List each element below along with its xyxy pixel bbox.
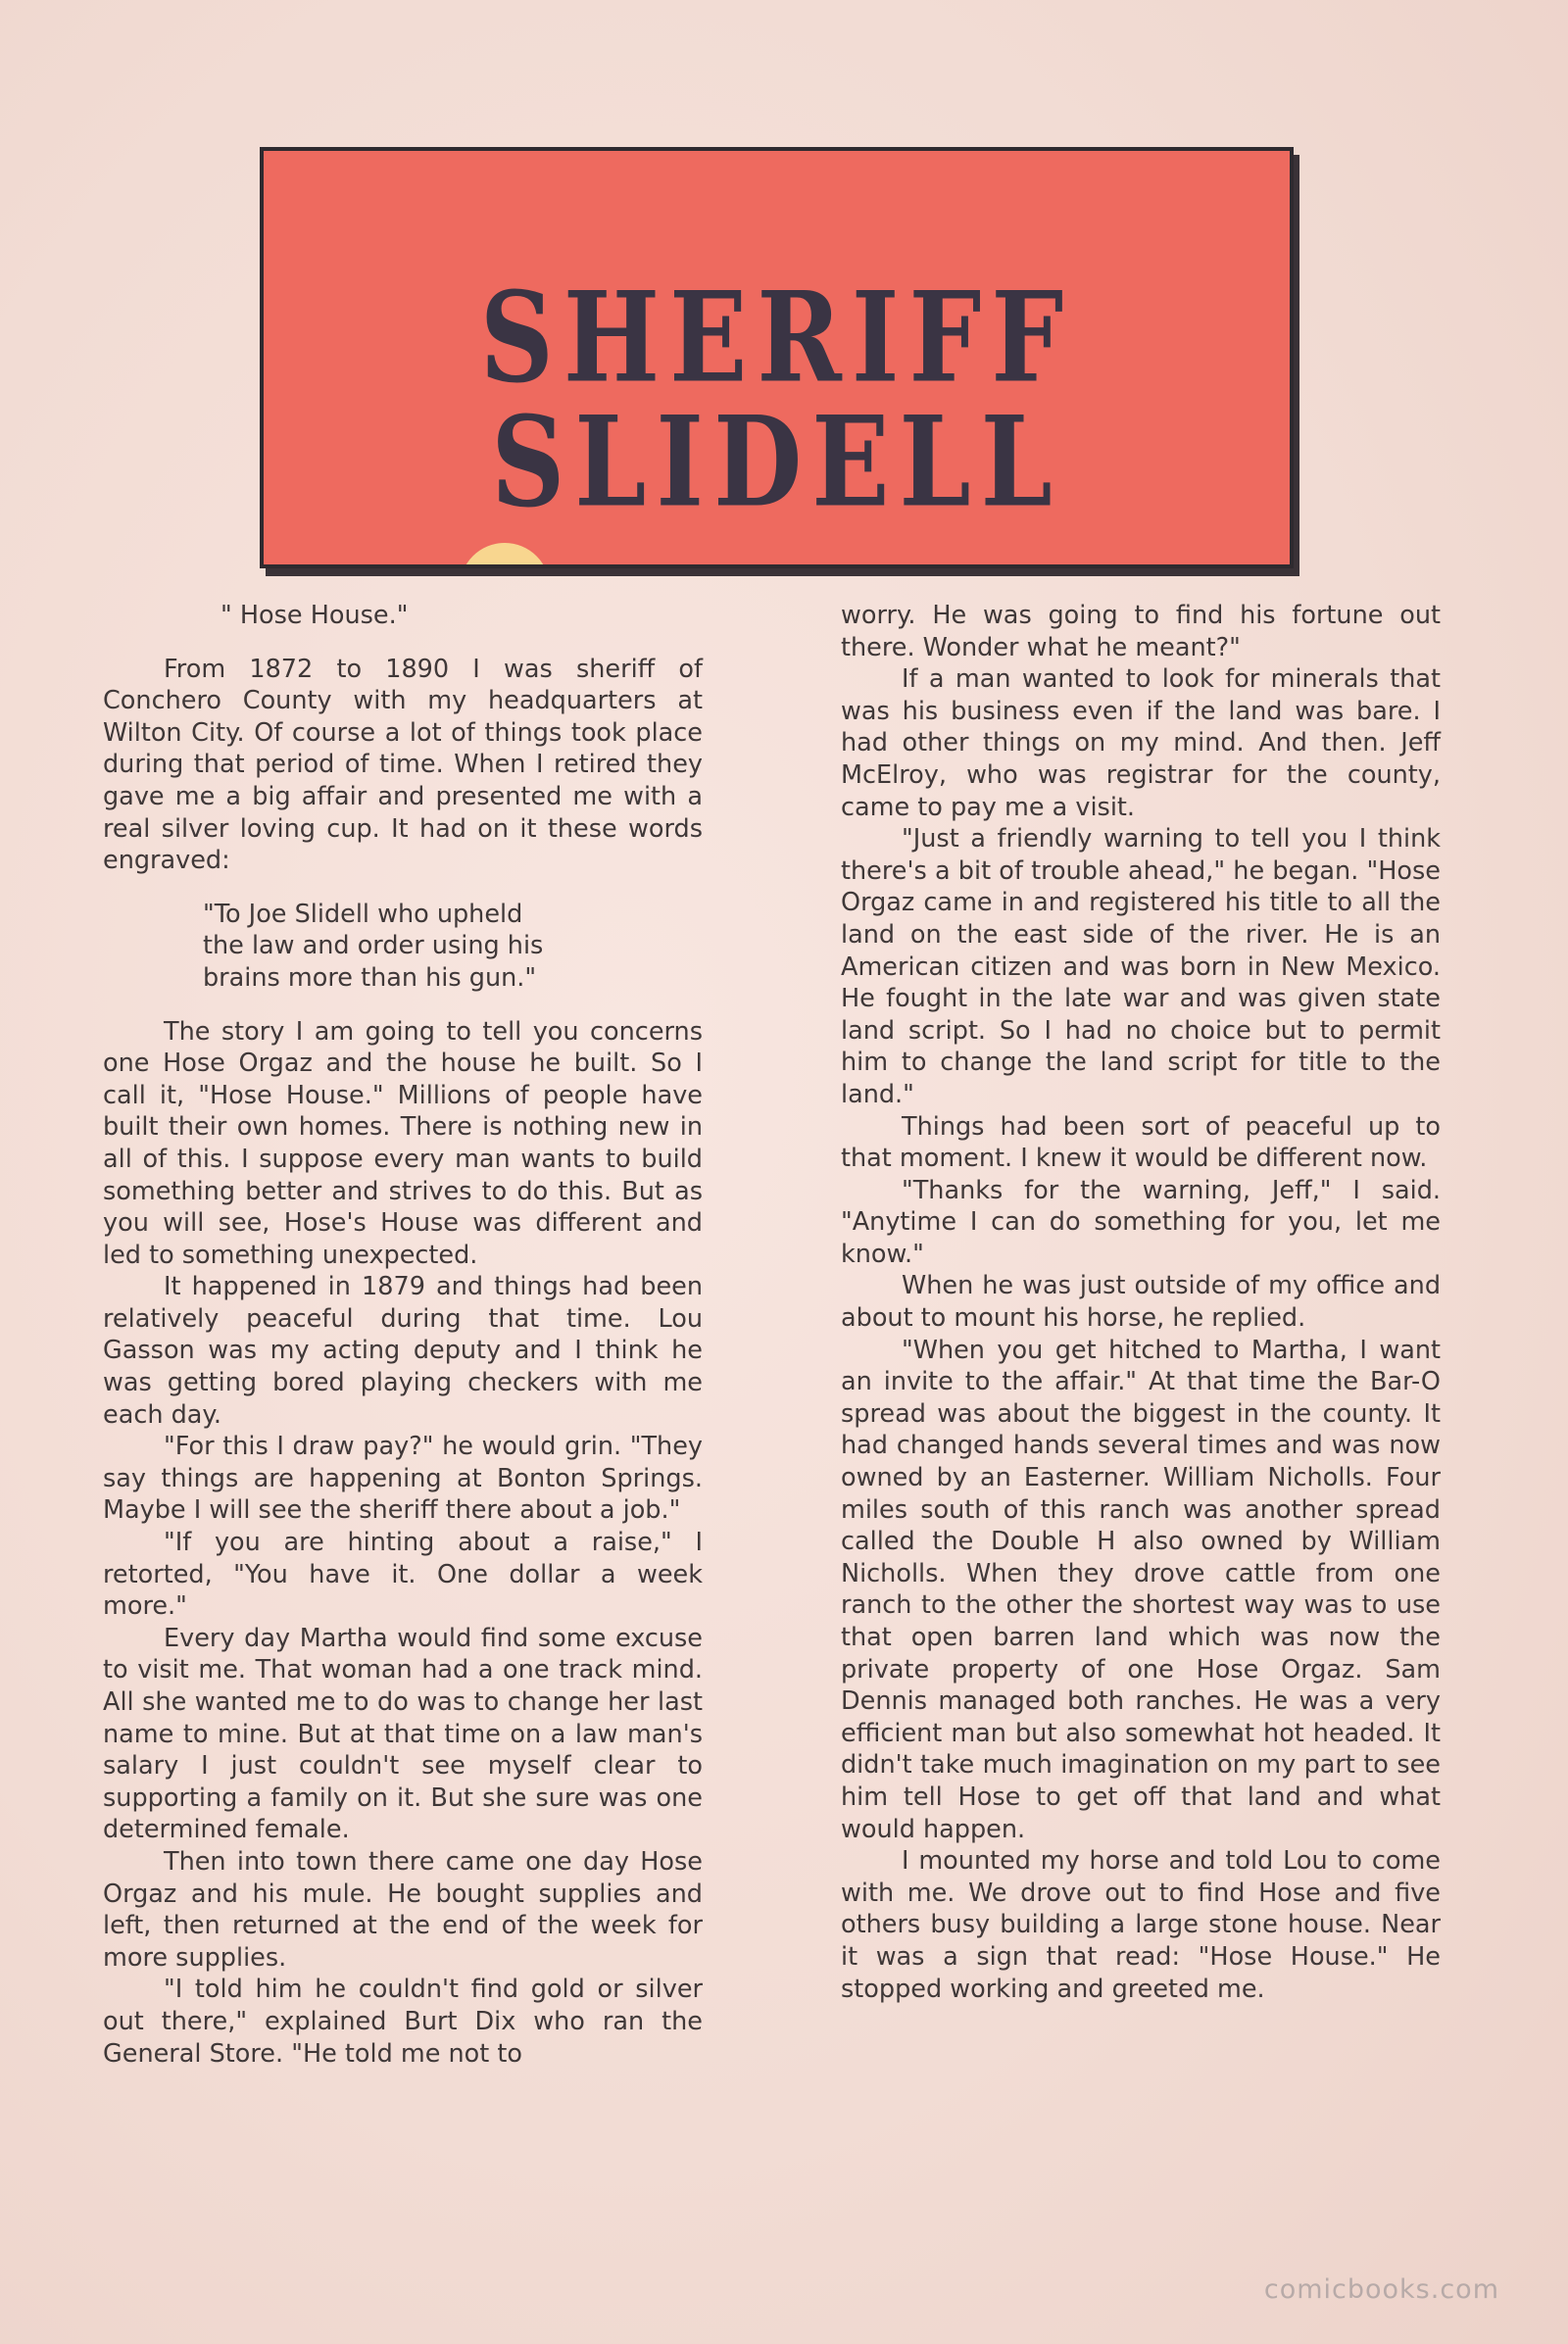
- paragraph: If a man wanted to look for minerals that was his business even if the land was bare. I had other things on my mind. And then. Jeff McElroy, who was registrar for the county, came to pay me a visit.: [841, 664, 1441, 822]
- engraved-quote: [203, 899, 634, 995]
- paragraph: From 1872 to 1890 I was sheriff of Conchero County with my headquarters at Wilton City. Of course a lot of things took place during that period of time. When I retired they gave me a big affair and presented me with a real silver loving cup. It had on it these words engraved:: [103, 654, 703, 876]
- quote-line: "To Joe Slidell who upheld: [203, 899, 523, 929]
- section-heading: " Hose House.": [220, 601, 409, 630]
- sun-decoration-icon: [460, 543, 550, 568]
- title-banner: [260, 147, 1294, 568]
- paragraph: "For this I draw pay?" he would grin. "They say things are happening at Bonton Springs. Maybe I will see the sheriff there about a job.": [103, 1432, 703, 1526]
- paragraph: "I told him he couldn't find gold or silver out there," explained Burt Dix who ran the General Store. "He told me not to: [103, 1975, 703, 2069]
- paragraph: "Just a friendly warning to tell you I think there's a bit of trouble ahead," he began. "Hose Orgaz came in and registered his title to all the land on the east side of the river. He is an American citizen and was born in New Mexico. He fought in the late war and was given state land script. So I had no choice but to permit him to change the land script for title to the land.": [841, 824, 1441, 1109]
- quote-line: the law and order using his: [203, 931, 544, 961]
- paragraph: Then into town there came one day Hose Orgaz and his mule. He bought supplies and left, then returned at the end of the week for more supplies.: [103, 1846, 703, 1973]
- paragraph: The story I am going to tell you concerns one Hose Orgaz and the house he built. So I call it, "Hose House." Millions of people have built their own homes. There is nothing new in all of this. I suppose every man wants to build something better and strives to do this. But as you will see, Hose's House was different and led to something unexpected.: [103, 1016, 703, 1270]
- story-title: SHERIFF SLIDELL: [479, 263, 1074, 535]
- quote-line: brains more than his gun.": [203, 962, 537, 993]
- paragraph: "When you get hitched to Martha, I want an invite to the affair." At that time the Bar-O spread was about the biggest in the county. It had changed hands several times and was now owned by an Easterner. William Nicholls. Four miles south of this ranch was another spread called the Double H also owned by William Nicholls. When they drove cattle from one ranch to the other the shortest way was to use that open barren land which was now the private property of one Hose Orgaz. Sam Dennis managed both ranches. He was a very efficient man but also somewhat hot headed. It didn't take much imagination on my part to see him tell Hose to get off that land and what would happen.: [841, 1335, 1441, 1844]
- paragraph: It happened in 1879 and things had been relatively peaceful during that time. Lou Gasson was my acting deputy and I think he was getting bored playing checkers with me each day.: [103, 1272, 703, 1430]
- paragraph: Things had been sort of peaceful up to that moment. I knew it would be different now.: [841, 1111, 1441, 1174]
- paragraph: "Thanks for the warning, Jeff," I said. "Anytime I can do something for you, let me know.": [841, 1175, 1441, 1269]
- paragraph: When he was just outside of my office and about to mount his horse, he replied.: [841, 1271, 1441, 1334]
- paragraph: "If you are hinting about a raise," I retorted, "You have it. One dollar a week more.": [103, 1528, 703, 1622]
- paragraph: I mounted my horse and told Lou to come with me. We drove out to find Hose and five others busy building a large stone house. Near it was a sign that read: "Hose House." He stopped working and greeted me.: [841, 1846, 1441, 2004]
- site-watermark: comicbooks.com: [1263, 2274, 1499, 2305]
- paragraph: Every day Martha would find some excuse to visit me. That woman had a one track mind. All she wanted me to do was to change her last name to mine. But at that time on a law man's salary I just couldn't see myself clear to supporting a family on it. But she sure was one determined female.: [103, 1623, 703, 1845]
- paragraph: worry. He was going to find his fortune out there. Wonder what he meant?": [841, 601, 1441, 662]
- left-text-column: [103, 600, 703, 2070]
- right-text-column: [841, 600, 1441, 2005]
